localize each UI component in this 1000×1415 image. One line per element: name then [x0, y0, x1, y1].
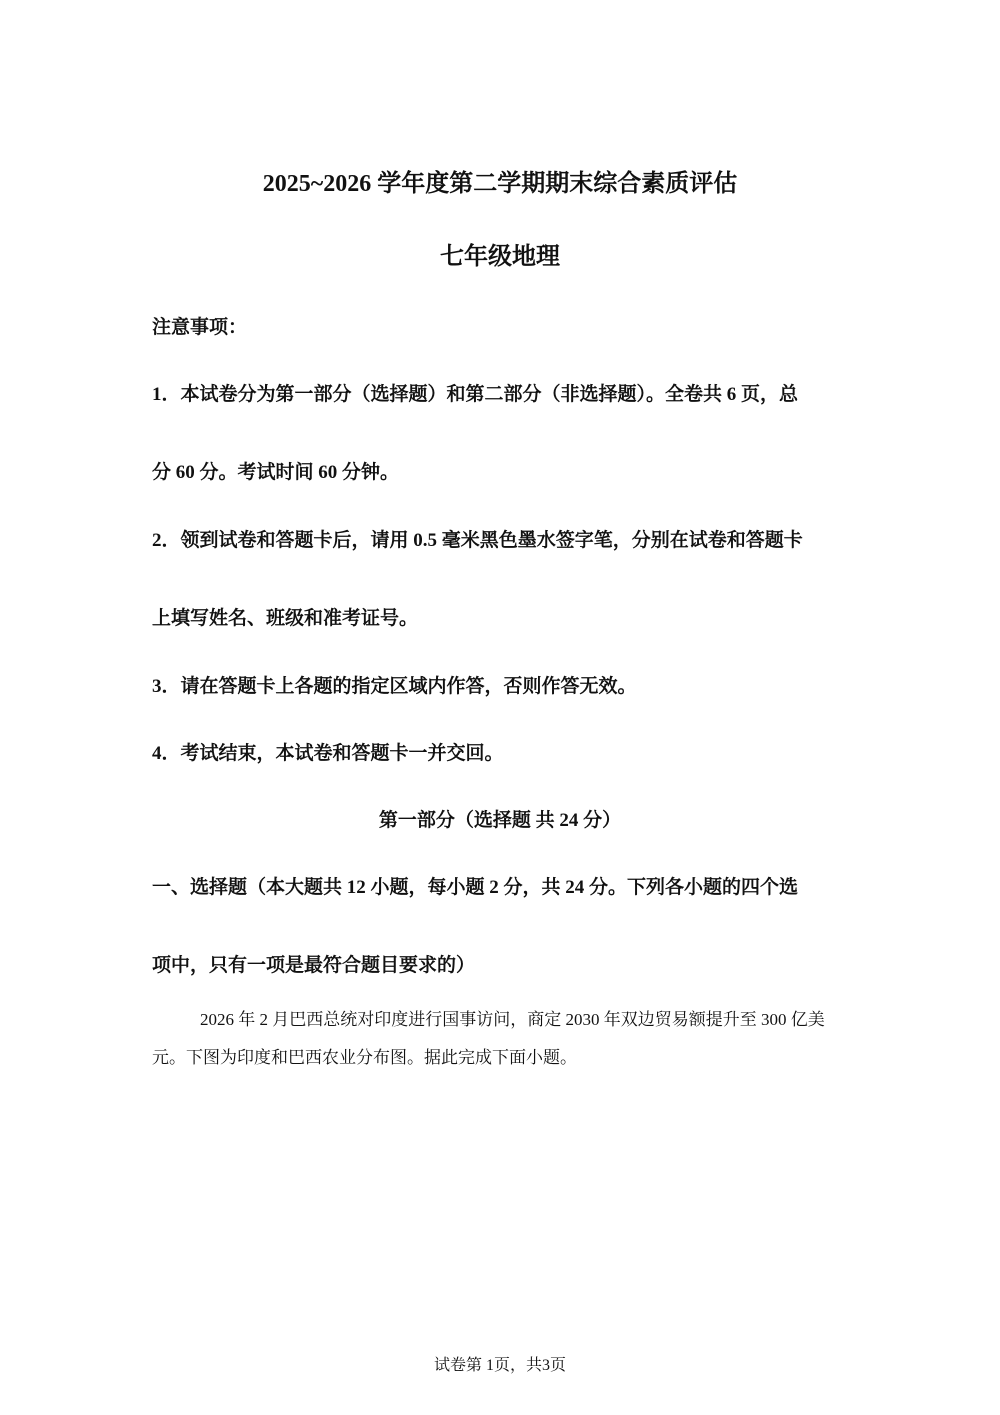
passage-line-2: 元。下图为印度和巴西农业分布图。据此完成下面小题。: [152, 1048, 577, 1067]
notice-item-4: 4．考试结束，本试卷和答题卡一并交回。: [152, 743, 504, 764]
passage-line-1: 2026 年 2 月巴西总统对印度进行国事访问，商定 2030 年双边贸易额提升至 300 亿美: [200, 1010, 825, 1029]
part-one-heading: 第一部分（选择题 共 24 分）: [378, 810, 622, 831]
section-instruction-line-2: 项中，只有一项是最符合题目要求的）: [152, 955, 476, 976]
notice-item-2-line-1: 2．领到试卷和答题卡后，请用 0.5 毫米黑色墨水签字笔，分别在试卷和答题卡: [152, 530, 803, 551]
notice-item-3: 3．请在答题卡上各题的指定区域内作答，否则作答无效。: [152, 676, 637, 697]
notice-item-1-line-1: 1．本试卷分为第一部分（选择题）和第二部分（非选择题）。全卷共 6 页，总: [152, 384, 799, 405]
notice-item-1-line-2: 分 60 分。考试时间 60 分钟。: [152, 462, 400, 483]
exam-title: 2025~2026 学年度第二学期期末综合素质评估: [262, 171, 738, 197]
page-footer: 试卷第 1页，共3页: [433, 1357, 566, 1374]
exam-subtitle: 七年级地理: [440, 244, 560, 270]
notice-item-2-line-2: 上填写姓名、班级和准考证号。: [152, 608, 419, 629]
section-instruction-line-1: 一、选择题（本大题共 12 小题，每小题 2 分，共 24 分。下列各小题的四个选: [152, 877, 799, 898]
notice-heading: 注意事项：: [152, 317, 248, 338]
